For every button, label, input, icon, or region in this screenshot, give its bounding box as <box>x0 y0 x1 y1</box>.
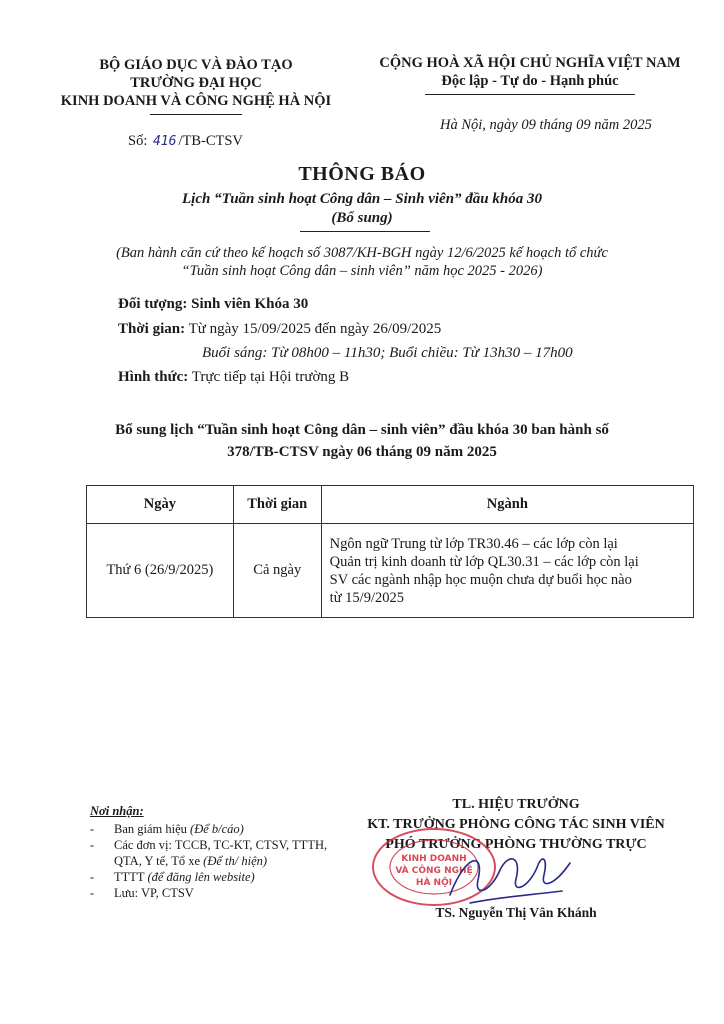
university-name-line2: KINH DOANH VÀ CÔNG NGHỆ HÀ NỘI <box>60 93 332 109</box>
document-number-suffix: /TB-CTSV <box>178 133 243 149</box>
svg-text:HÀ NỘI: HÀ NỘI <box>415 878 453 888</box>
university-name-line1: TRƯỜNG ĐẠI HỌC <box>130 75 262 91</box>
recipient-item <box>90 837 330 869</box>
target-row <box>118 294 308 314</box>
document-number-handwritten: 416 <box>152 134 177 149</box>
signature-title-line2: KT. TRƯỞNG PHÒNG CÔNG TÁC SINH VIÊN <box>367 817 665 832</box>
column-header-major: Ngành <box>321 486 693 524</box>
legal-basis <box>40 244 684 280</box>
title-divider <box>300 231 430 232</box>
ministry-name: BỘ GIÁO DỤC VÀ ĐÀO TẠO <box>99 57 293 73</box>
column-header-time: Thời gian <box>233 486 321 524</box>
national-motto: Độc lập - Tự do - Hạnh phúc <box>441 73 619 89</box>
major-line: SV các ngành nhập học muộn chưa dự buổi học nào <box>329 571 632 588</box>
column-header-day: Ngày <box>87 486 234 524</box>
recipient-item <box>90 885 330 901</box>
form-value: Trực tiếp tại Hội trường B <box>191 369 350 385</box>
major-line: từ 15/9/2025 <box>329 589 404 606</box>
recipient-text: Lưu: VP, CTSV <box>114 886 194 900</box>
sessions-row: Buổi sáng: Từ 08h00 – 11h30; Buổi chiều: Từ 13h30 – 17h00 <box>202 345 573 361</box>
national-header <box>360 54 700 95</box>
header-right-divider <box>425 94 635 95</box>
cell-day: Thứ 6 (26/9/2025) <box>87 524 234 618</box>
recipient-note: (Để b/cáo) <box>190 822 244 836</box>
recipients-block <box>90 803 330 901</box>
schedule-table <box>86 485 694 618</box>
recipient-note: (Để th/ hiện) <box>203 854 268 868</box>
time-value: Từ ngày 15/09/2025 đến ngày 26/09/2025 <box>188 321 442 337</box>
issuing-authority <box>60 56 332 115</box>
supplement-heading <box>50 419 674 463</box>
recipient-text: Các đơn vị: TCCB, TC-KT, CTSV, TTTH, QTA, Y tế, Tổ xe <box>114 838 328 868</box>
target-label: Đối tượng: <box>118 296 188 312</box>
time-label: Thời gian: <box>118 321 186 337</box>
signature-title-line3: PHÓ TRƯỞNG PHÒNG THƯỜNG TRỰC <box>385 837 647 852</box>
cell-majors <box>321 524 693 618</box>
signature-title-line1: TL. HIỆU TRƯỞNG <box>452 797 580 812</box>
legal-basis-line2: “Tuần sinh hoạt Công dân – sinh viên” năm học 2025 - 2026) <box>181 263 543 279</box>
form-row <box>118 367 349 387</box>
nation-name: CỘNG HOÀ XÃ HỘI CHỦ NGHĨA VIỆT NAM <box>379 55 681 71</box>
supplement-line2: 378/TB-CTSV ngày 06 tháng 09 năm 2025 <box>227 444 497 460</box>
table-row <box>87 524 694 618</box>
document-subtitle <box>0 190 724 228</box>
document-title: THÔNG BÁO <box>298 163 426 185</box>
cell-time: Cả ngày <box>233 524 321 618</box>
svg-text:KINH DOANH: KINH DOANH <box>401 854 467 864</box>
subtitle-line2: (Bổ sung) <box>331 210 393 226</box>
recipient-text: TTTT <box>114 870 148 884</box>
recipient-text: Ban giám hiệu <box>114 822 191 836</box>
recipient-note: (để đăng lên website) <box>147 870 255 884</box>
document-number <box>128 133 243 150</box>
major-line: Ngôn ngữ Trung từ lớp TR30.46 – các lớp còn lại <box>329 535 618 552</box>
recipients-label: Nơi nhận: <box>90 804 144 818</box>
form-label: Hình thức: <box>118 369 189 385</box>
handwritten-signature <box>430 835 580 915</box>
signer-name: TS. Nguyễn Thị Vân Khánh <box>435 905 597 920</box>
target-value: Sinh viên Khóa 30 <box>191 296 309 312</box>
svg-text:VÀ CÔNG NGHỆ: VÀ CÔNG NGHỆ <box>395 866 473 876</box>
subtitle-line1: Lịch “Tuần sinh hoạt Công dân – Sinh viên” đầu khóa 30 <box>182 191 542 207</box>
header-left-divider <box>150 114 242 115</box>
legal-basis-line1: (Ban hành căn cứ theo kế hoạch số 3087/KH-BGH ngày 12/6/2025 kế hoạch tổ chức <box>116 245 608 261</box>
supplement-line1: Bổ sung lịch “Tuần sinh hoạt Công dân – sinh viên” đầu khóa 30 ban hành số <box>115 422 609 438</box>
recipient-item <box>90 869 330 885</box>
major-line: Quản trị kinh doanh từ lớp QL30.31 – các lớp còn lại <box>329 553 639 570</box>
table-header-row <box>87 486 694 524</box>
place-and-date: Hà Nội, ngày 09 tháng 09 năm 2025 <box>440 117 652 133</box>
recipient-item <box>90 821 330 837</box>
document-number-prefix: Số: <box>128 133 148 149</box>
time-row <box>118 319 441 339</box>
